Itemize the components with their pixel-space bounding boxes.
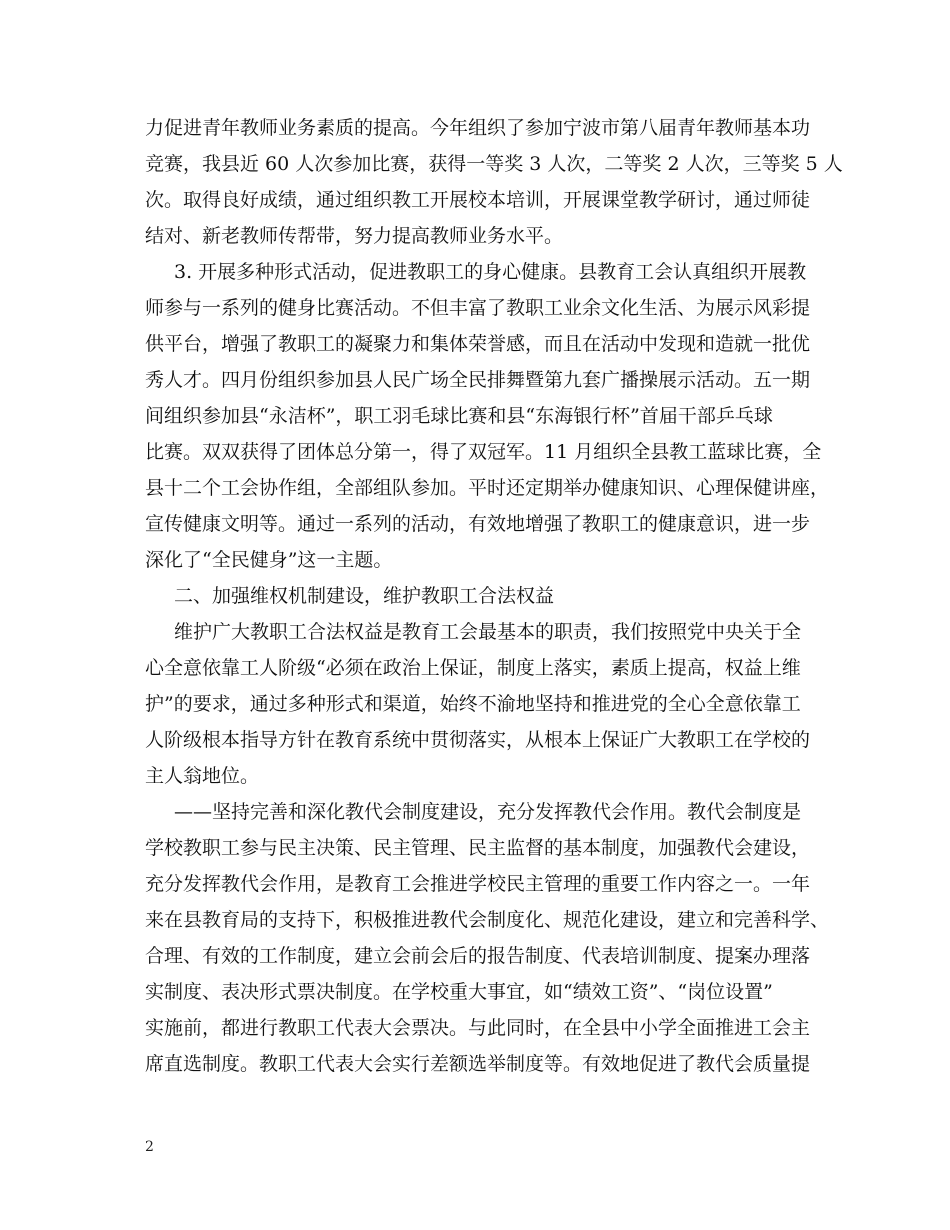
text-line-21: 学校教职工参与民主决策、民主管理、民主监督的基本制度，加强教代会建设， (145, 837, 811, 859)
text-line-8: 秀人才。四月份组织参加县人民广场全民排舞暨第九套广播操展示活动。五一期 (145, 369, 811, 391)
text-line-13: 深化了“全民健身”这一主题。 (145, 549, 393, 571)
text-line-1: 力促进青年教师业务素质的提高。今年组织了参加宁波市第八届青年教师基本功 (145, 117, 811, 139)
text-line-12: 宣传健康文明等。通过一系列的活动，有效地增强了教职工的健康意识，进一步 (145, 513, 811, 535)
text-line-16: 心全意依靠工人阶级“必须在政治上保证，制度上落实，素质上提高，权益上维 (145, 657, 801, 679)
paragraph-start-congress: ——坚持完善和深化教代会制度建设，充分发挥教代会作用。教代会制度是 (174, 801, 802, 823)
text-line-11: 县十二个工会协作组，全部组队参加。平时还定期举办健康知识、心理保健讲座， (145, 477, 830, 499)
text-line-23: 来在县教育局的支持下，积极推进教代会制度化、规范化建设，建立和完善科学、 (145, 909, 830, 931)
text-line-17: 护”的要求，通过多种形式和渠道，始终不渝地坚持和推进党的全心全意依靠工 (145, 693, 801, 715)
text-line-26: 实施前，都进行教职工代表大会票决。与此同时，在全县中小学全面推进工会主 (145, 1017, 811, 1039)
text-line-3: 次。取得良好成绩，通过组织教工开展校本培训，开展课堂教学研讨，通过师徒 (145, 189, 811, 211)
text-line-2: 竞赛，我县近 60 人次参加比赛，获得一等奖 3 人次，二等奖 2 人次，三等奖 5 人 (145, 153, 843, 175)
section-heading-2: 二、加强维权机制建设，维护教职工合法权益 (174, 585, 555, 607)
text-line-10: 比赛。双双获得了团体总分第一，得了双冠军。11 月组织全县教工蓝球比赛，全 (145, 441, 822, 463)
paragraph-start-rights: 维护广大教职工合法权益是教育工会最基本的职责，我们按照党中央关于全 (174, 621, 802, 643)
paragraph-start-3: 3. 开展多种形式活动，促进教职工的身心健康。县教育工会认真组织开展教 (174, 261, 807, 283)
text-line-18: 人阶级根本指导方针在教育系统中贯彻落实，从根本上保证广大教职工在学校的 (145, 729, 811, 751)
text-line-22: 充分发挥教代会作用，是教育工会推进学校民主管理的重要工作内容之一。一年 (145, 873, 811, 895)
text-line-6: 师参与一系列的健身比赛活动。不但丰富了教职工业余文化生活、为展示风彩提 (145, 297, 811, 319)
text-line-9: 间组织参加县“永洁杯”，职工羽毛球比赛和县“东海银行杯”首届干部乒乓球 (145, 405, 773, 427)
text-line-27: 席直选制度。教职工代表大会实行差额选举制度等。有效地促进了教代会质量提 (145, 1053, 811, 1075)
page-number: 2 (145, 1139, 154, 1155)
text-line-19: 主人翁地位。 (145, 765, 260, 787)
text-line-4: 结对、新老教师传帮带，努力提高教师业务水平。 (145, 225, 564, 247)
text-line-25: 实制度、表决形式票决制度。在学校重大事宜，如“绩效工资”、“岗位设置” (145, 981, 773, 1003)
text-line-24: 合理、有效的工作制度，建立会前会后的报告制度、代表培训制度、提案办理落 (145, 945, 811, 967)
text-line-7: 供平台，增强了教职工的凝聚力和集体荣誉感，而且在活动中发现和造就一批优 (145, 333, 811, 355)
